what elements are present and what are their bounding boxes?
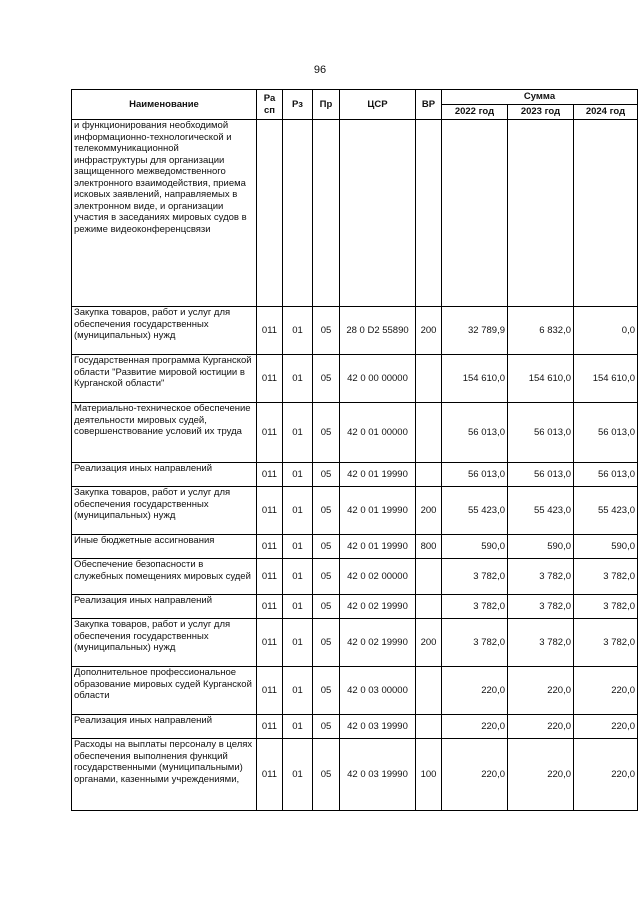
cell-csr: 42 0 02 19990 [340,595,416,619]
cell-csr: 28 0 D2 55890 [340,307,416,355]
cell-rasp: 011 [257,715,283,739]
cell-sum-2023: 590,0 [508,535,574,559]
cell-rasp: 011 [257,667,283,715]
cell-name: Расходы на выплаты персоналу в целях обеспечения выполнения функций государственными (муниципальными) органами, казенными учреждениями, [72,739,257,811]
cell-rasp: 011 [257,595,283,619]
cell-pr: 05 [313,307,340,355]
cell-rasp: 011 [257,487,283,535]
cell-rz: 01 [283,463,313,487]
header-pr: Пр [313,90,340,120]
cell-vr [416,120,442,307]
budget-table [71,89,638,811]
cell-sum-2022: 220,0 [442,739,508,811]
cell-sum-2024 [574,120,638,307]
cell-rz: 01 [283,355,313,403]
cell-pr: 05 [313,739,340,811]
cell-sum-2022: 220,0 [442,667,508,715]
cell-sum-2022: 56 013,0 [442,403,508,463]
cell-pr: 05 [313,559,340,595]
cell-vr [416,715,442,739]
header-year-2024: 2024 год [574,105,638,120]
cell-sum-2024: 56 013,0 [574,403,638,463]
table-row [72,739,638,811]
table-row [72,667,638,715]
cell-pr: 05 [313,403,340,463]
cell-sum-2022: 590,0 [442,535,508,559]
cell-rz: 01 [283,559,313,595]
cell-sum-2023: 56 013,0 [508,403,574,463]
cell-csr: 42 0 02 19990 [340,619,416,667]
cell-rasp: 011 [257,619,283,667]
table-row [72,463,638,487]
cell-csr [340,120,416,307]
cell-pr: 05 [313,667,340,715]
cell-name: Реализация иных направлений [72,595,257,619]
cell-sum-2023: 3 782,0 [508,559,574,595]
table-row [72,120,638,307]
table-row [72,403,638,463]
cell-pr: 05 [313,619,340,667]
cell-sum-2024: 56 013,0 [574,463,638,487]
cell-csr: 42 0 03 19990 [340,739,416,811]
cell-sum-2024: 220,0 [574,667,638,715]
cell-vr: 200 [416,307,442,355]
cell-vr [416,403,442,463]
cell-rasp: 011 [257,559,283,595]
cell-vr [416,559,442,595]
cell-vr: 200 [416,487,442,535]
cell-rz: 01 [283,403,313,463]
header-rasp: Ра сп [257,90,283,120]
cell-rasp [257,120,283,307]
cell-csr: 42 0 01 19990 [340,463,416,487]
cell-csr: 42 0 00 00000 [340,355,416,403]
cell-name: Закупка товаров, работ и услуг для обеспечения государственных (муниципальных) нужд [72,487,257,535]
cell-pr: 05 [313,535,340,559]
cell-name: Реализация иных направлений [72,463,257,487]
cell-name: и функционирования необходимой информационно-технологической и телекоммуникационной инфраструктуры для организации защищенного межведомственного электронного взаимодействия, приема исковых заявлений, направляемых в электронном виде, и организации участия в заседаниях мировых судов в режиме видеоконференцсвязи [72,120,257,307]
table-row [72,715,638,739]
cell-sum-2022: 220,0 [442,715,508,739]
table-row [72,355,638,403]
cell-pr: 05 [313,715,340,739]
cell-sum-2024: 220,0 [574,739,638,811]
cell-sum-2023: 56 013,0 [508,463,574,487]
cell-csr: 42 0 01 00000 [340,403,416,463]
header-rz: Рз [283,90,313,120]
cell-rz: 01 [283,667,313,715]
table-header [72,90,638,120]
cell-name: Закупка товаров, работ и услуг для обеспечения государственных (муниципальных) нужд [72,619,257,667]
cell-sum-2023: 6 832,0 [508,307,574,355]
cell-sum-2023: 3 782,0 [508,619,574,667]
table-row [72,535,638,559]
cell-rz: 01 [283,715,313,739]
cell-sum-2024: 154 610,0 [574,355,638,403]
cell-rz: 01 [283,595,313,619]
cell-rz: 01 [283,739,313,811]
table-row [72,307,638,355]
cell-vr [416,667,442,715]
table-row [72,487,638,535]
cell-rasp: 011 [257,307,283,355]
cell-sum-2022: 3 782,0 [442,559,508,595]
table-body [72,120,638,811]
cell-pr: 05 [313,463,340,487]
cell-rasp: 011 [257,355,283,403]
cell-pr: 05 [313,355,340,403]
header-year-2022: 2022 год [442,105,508,120]
cell-sum-2024: 220,0 [574,715,638,739]
cell-vr [416,595,442,619]
cell-name: Реализация иных направлений [72,715,257,739]
cell-sum-2024: 3 782,0 [574,559,638,595]
cell-name: Материально-техническое обеспечение деятельности мировых судей, совершенствование условий их труда [72,403,257,463]
cell-csr: 42 0 01 19990 [340,535,416,559]
table-row [72,619,638,667]
cell-csr: 42 0 03 19990 [340,715,416,739]
cell-rz: 01 [283,619,313,667]
header-csr: ЦСР [340,90,416,120]
cell-sum-2022 [442,120,508,307]
cell-sum-2024: 3 782,0 [574,595,638,619]
cell-name: Обеспечение безопасности в служебных помещениях мировых судей [72,559,257,595]
cell-sum-2023: 55 423,0 [508,487,574,535]
cell-rz: 01 [283,307,313,355]
table-row [72,559,638,595]
header-name: Наименование [72,90,257,120]
cell-sum-2022: 55 423,0 [442,487,508,535]
cell-rasp: 011 [257,535,283,559]
cell-rz [283,120,313,307]
cell-vr [416,463,442,487]
cell-vr [416,355,442,403]
cell-name: Государственная программа Курганской области "Развитие мировой юстиции в Курганской области" [72,355,257,403]
cell-sum-2022: 32 789,9 [442,307,508,355]
page-number: 96 [313,64,327,76]
cell-name: Дополнительное профессиональное образование мировых судей Курганской области [72,667,257,715]
cell-vr: 800 [416,535,442,559]
cell-sum-2023: 154 610,0 [508,355,574,403]
cell-sum-2023: 220,0 [508,715,574,739]
header-vr: ВР [416,90,442,120]
cell-pr: 05 [313,595,340,619]
cell-sum-2022: 154 610,0 [442,355,508,403]
cell-sum-2023: 3 782,0 [508,595,574,619]
cell-pr: 05 [313,487,340,535]
table-row [72,595,638,619]
cell-vr: 200 [416,619,442,667]
cell-csr: 42 0 03 00000 [340,667,416,715]
cell-csr: 42 0 02 00000 [340,559,416,595]
cell-sum-2022: 3 782,0 [442,619,508,667]
cell-sum-2023: 220,0 [508,739,574,811]
cell-name: Иные бюджетные ассигнования [72,535,257,559]
cell-rz: 01 [283,487,313,535]
cell-vr: 100 [416,739,442,811]
cell-rasp: 011 [257,739,283,811]
cell-rz: 01 [283,535,313,559]
cell-rasp: 011 [257,463,283,487]
cell-csr: 42 0 01 19990 [340,487,416,535]
cell-sum-2023 [508,120,574,307]
cell-sum-2023: 220,0 [508,667,574,715]
cell-sum-2024: 3 782,0 [574,619,638,667]
cell-sum-2024: 0,0 [574,307,638,355]
cell-sum-2022: 56 013,0 [442,463,508,487]
cell-sum-2022: 3 782,0 [442,595,508,619]
cell-name: Закупка товаров, работ и услуг для обеспечения государственных (муниципальных) нужд [72,307,257,355]
header-year-2023: 2023 год [508,105,574,120]
cell-sum-2024: 590,0 [574,535,638,559]
cell-sum-2024: 55 423,0 [574,487,638,535]
cell-rasp: 011 [257,403,283,463]
header-sum: Сумма [442,90,638,105]
cell-pr [313,120,340,307]
